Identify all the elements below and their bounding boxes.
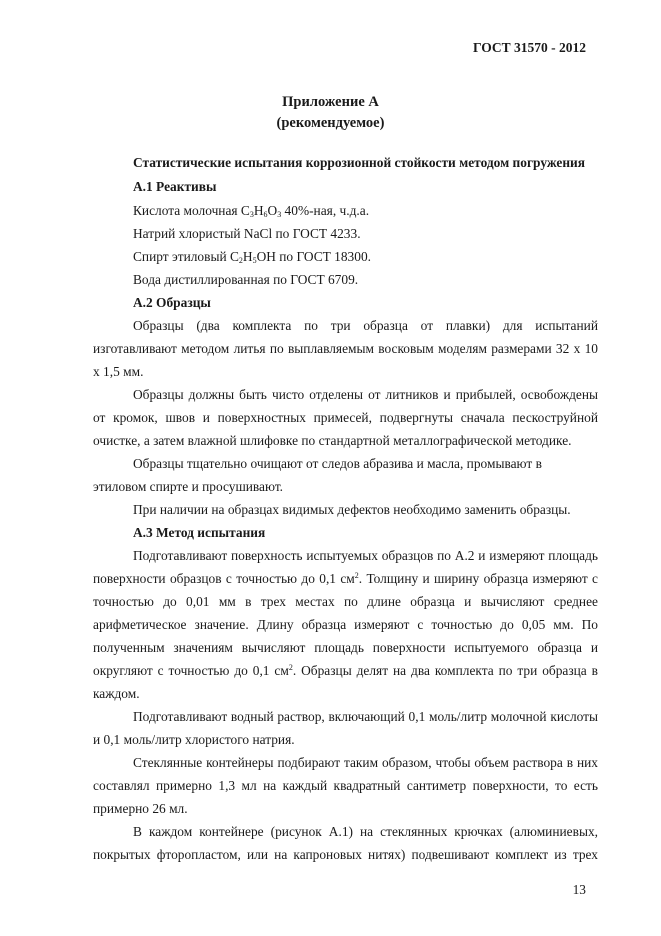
a2-p1-line: изготавливают методом литья по выплавляемым восковым моделям размерами 32 х 10: [93, 341, 598, 356]
appendix-status: (рекомендуемое): [276, 115, 385, 131]
a2-p3-line: Образцы тщательно очищают от следов абразива и масла, промывают в: [133, 456, 542, 471]
a3-p4-line: покрытых фторопластом, или на капроновых нитях) подвешивают комплект из трех: [93, 847, 598, 862]
a2-p3-line: этиловом спирте и просушивают.: [93, 479, 284, 494]
a3-p1-line: Подготавливают поверхность испытуемых образцов по А.2 и измеряют площадь: [133, 548, 598, 563]
a3-p3-line: примерно 26 мл.: [93, 801, 188, 816]
a3-p1-line: точностью до 0,01 мм в трех местах по длине образца и вычисляют среднее: [93, 594, 598, 609]
a3-p1-line: округляют с точностью до 0,1 $см^2$. Образцы делят на два комплекта по три образца в: [93, 663, 598, 678]
a3-p1-line: поверхности образцов с точностью до 0,1 $см^2$. Толщину и ширину образца измеряют с: [93, 571, 598, 586]
a3-p3-line: составлял примерно 1,3 мл на каждый квадратный сантиметр поверхности, то есть: [93, 778, 598, 793]
a3-p2-line: и 0,1 моль/литр хлористого натрия.: [93, 732, 295, 747]
a3-p4-line: В каждом контейнере (рисунок А.1) на стеклянных крючках (алюминиевых,: [133, 824, 598, 839]
standard-header: ГОСТ 31570 - 2012: [472, 40, 586, 55]
a2-p1-line: Образцы (два комплекта по три образца от плавки) для испытаний: [133, 318, 598, 333]
appendix-title: Приложение А: [282, 94, 379, 110]
page-number: 13: [572, 882, 586, 897]
a1-heading: А.1 Реактивы: [133, 179, 217, 194]
reagent-nacl: Натрий хлористый NaCl по ГОСТ 4233.: [133, 226, 361, 241]
a3-p1-line: арифметическое значение. Длину образца измеряют с точностью до 0,05 мм. По: [93, 617, 598, 632]
reagent-water: Вода дистиллированная по ГОСТ 6709.: [133, 272, 359, 287]
a3-heading: А.3 Метод испытания: [133, 525, 266, 540]
a2-p4: При наличии на образцах видимых дефектов необходимо заменить образцы.: [133, 502, 571, 517]
a2-p2-line: очистке, а затем влажной шлифовке по стандартной металлографической методике.: [93, 433, 572, 448]
a3-p2-line: Подготавливают водный раствор, включающий 0,1 моль/литр молочной кислоты: [133, 709, 598, 724]
a2-p2-line: от кромок, швов и поверхностных примесей, подвергнуты сначала пескоструйной: [93, 410, 598, 425]
section-title: Статистические испытания коррозионной стойкости методом погружения: [133, 155, 585, 170]
reagent-lactic-acid: Кислота молочная $C_3H_6O_3$ 40%-ная, ч.д.а.: [133, 203, 370, 219]
a2-heading: А.2 Образцы: [133, 295, 211, 310]
a3-p3-line: Стеклянные контейнеры подбирают таким образом, чтобы объем раствора в них: [133, 755, 598, 770]
a3-p1-line: каждом.: [93, 686, 140, 701]
a2-p2-line: Образцы должны быть чисто отделены от литников и прибылей, освобождены: [133, 387, 598, 402]
reagent-ethanol: Спирт этиловый $C_2H_5OH$ по ГОСТ 18300.: [133, 249, 371, 265]
a2-p1-line: х 1,5 мм.: [93, 364, 144, 379]
a3-p1-line: полученным значениям вычисляют площадь поверхности испытуемого образца и: [93, 640, 598, 655]
